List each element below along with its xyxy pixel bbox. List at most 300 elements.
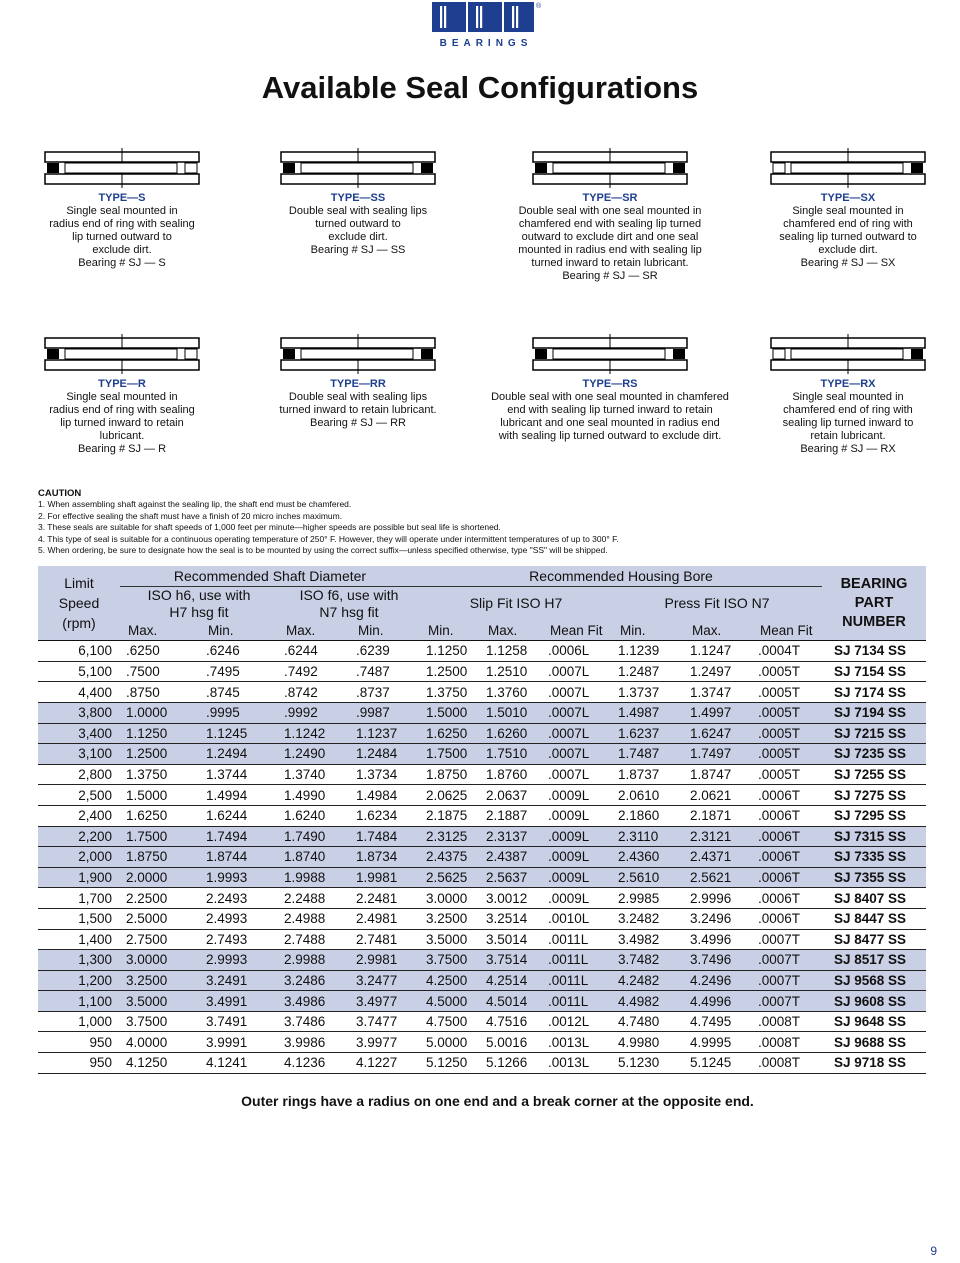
table-cell: .0005T [752,702,822,723]
logo-sub: BEARINGS [439,38,533,49]
seal-spec-table [38,566,926,1074]
table-cell: 1.1242 [278,723,350,744]
table-cell: 1.3734 [350,764,420,785]
table-row [38,702,926,723]
footnote: Outer rings have a radius on one end and a break corner at the opposite end. [241,1093,754,1109]
speed-cell: 1,900 [38,867,120,888]
part-number-cell: SJ 7235 SS [822,744,926,765]
part-number-cell: SJ 7255 SS [822,764,926,785]
table-cell: 2.0610 [612,785,684,806]
seal-diagram-icon [525,334,695,374]
table-row [38,785,926,806]
table-cell: 4.9995 [684,1032,752,1053]
seal-description: Single seal mounted in chamfered end of ring with sealing lip turned inward to retain lubricant. [782,391,914,442]
col-label: Max. [684,621,752,641]
table-cell: 2.5610 [612,867,684,888]
part-number-cell: SJ 9718 SS [822,1053,926,1074]
table-cell: .0007L [542,723,612,744]
table-cell: 3.9991 [200,1032,278,1053]
table-cell: 3.9986 [278,1032,350,1053]
table-cell: 4.2496 [684,970,752,991]
caution-notes [38,488,918,556]
table-cell: 5.1266 [480,1053,542,1074]
table-cell: 1.1250 [120,723,200,744]
table-cell: 1.6250 [120,805,200,826]
table-cell: 4.7516 [480,1011,542,1032]
table-cell: 4.2514 [480,970,542,991]
table-cell: 1.8747 [684,764,752,785]
table-cell: .0013L [542,1032,612,1053]
table-cell: .0006T [752,826,822,847]
limit-speed-header: Limit Speed (rpm) [38,566,120,641]
table-cell: 3.5000 [420,929,480,950]
seal-description: Single seal mounted in radius end of ring with sealing lip turned inward to retain lubricant. [49,391,195,442]
table-cell: .0008T [752,1053,822,1074]
table-cell: 1.6247 [684,723,752,744]
table-cell: 4.2482 [612,970,684,991]
table-cell: 2.5625 [420,867,480,888]
table-cell: 1.1239 [612,641,684,662]
seal-type-label: TYPE—SR [582,192,638,204]
table-cell: 1.6240 [278,805,350,826]
table-cell: 3.4996 [684,929,752,950]
table-cell: 3.2500 [120,970,200,991]
table-cell: .0009L [542,785,612,806]
seal-description: Double seal with sealing lips turned outward to exclude dirt. [288,205,428,243]
table-cell: 3.5000 [120,991,200,1012]
table-row [38,950,926,971]
table-cell: 1.8744 [200,847,278,868]
housing-bore-header: Recommended Housing Bore [420,566,822,586]
table-cell: 1.2484 [350,744,420,765]
table-cell: 1.4987 [612,702,684,723]
seal-description: Single seal mounted in radius end of ring with sealing lip turned outward to exclude dirt. [49,205,195,256]
seal-bearing-number: Bearing # SJ — S [78,257,166,269]
table-row [38,805,926,826]
table-row [38,929,926,950]
table-cell: .0009L [542,847,612,868]
seal-type-rr [268,334,448,430]
table-cell: 2.2493 [200,888,278,909]
table-cell: .8737 [350,682,420,703]
table-cell: 1.8740 [278,847,350,868]
table-cell: 1.8750 [420,764,480,785]
table-cell: .0005T [752,764,822,785]
bearing-part-header: BEARING PART NUMBER [822,566,926,641]
table-cell: .0009L [542,867,612,888]
table-cell: .0007T [752,991,822,1012]
table-cell: 1.2510 [480,661,542,682]
table-cell: 2.7481 [350,929,420,950]
table-cell: 5.0000 [420,1032,480,1053]
table-row [38,991,926,1012]
speed-cell: 950 [38,1053,120,1074]
table-cell: .0008T [752,1011,822,1032]
table-cell: .0011L [542,929,612,950]
rbc-bearings-logo [430,0,542,50]
table-cell: .0007L [542,682,612,703]
table-cell: 4.7500 [420,1011,480,1032]
table-cell: 2.9985 [612,888,684,909]
table-cell: 1.2487 [612,661,684,682]
table-cell: 1.2500 [120,744,200,765]
table-cell: 2.9981 [350,950,420,971]
table-cell: .8742 [278,682,350,703]
table-cell: 1.6237 [612,723,684,744]
table-cell: 1.7490 [278,826,350,847]
seal-bearing-number: Bearing # SJ — R [77,443,167,455]
seal-type-rs [480,334,740,443]
table-cell: 3.9977 [350,1032,420,1053]
seal-bearing-number: Bearing # SJ — SX [800,257,896,269]
table-cell: .6250 [120,641,200,662]
table-cell: 2.1875 [420,805,480,826]
table-cell: 1.4990 [278,785,350,806]
table-cell: .0006T [752,785,822,806]
table-cell: 3.7491 [200,1011,278,1032]
table-cell: 2.2500 [120,888,200,909]
table-cell: .0011L [542,950,612,971]
table-cell: 2.3125 [420,826,480,847]
iso-h6-header: ISO h6, use with H7 hsg fit [120,586,278,621]
seal-bearing-number: Bearing # SJ — SS [310,244,406,256]
table-cell: 1.2497 [684,661,752,682]
table-cell: 2.9993 [200,950,278,971]
seal-diagram-icon [525,148,695,188]
table-row [38,867,926,888]
table-cell: 1.4984 [350,785,420,806]
table-cell: 1.7500 [420,744,480,765]
part-number-cell: SJ 9568 SS [822,970,926,991]
seal-type-ss [268,148,448,257]
caution-item: 4. This type of seal is suitable for a continuous operating temperature of 250° F. However, they will operate under intermittent temperatures of up to 300° F. [38,533,619,544]
shaft-diameter-header: Recommended Shaft Diameter [120,566,420,586]
table-cell: 2.1887 [480,805,542,826]
table-cell: 2.9988 [278,950,350,971]
table-cell: 1.1250 [420,641,480,662]
table-cell: 1.7510 [480,744,542,765]
table-cell: .0006T [752,908,822,929]
table-cell: .0007T [752,970,822,991]
speed-cell: 3,100 [38,744,120,765]
seal-type-s [32,148,212,270]
seal-type-label: TYPE—SX [820,192,876,204]
table-cell: 1.5000 [420,702,480,723]
table-cell: 4.9980 [612,1032,684,1053]
table-row [38,1011,926,1032]
table-cell: .6239 [350,641,420,662]
part-number-cell: SJ 9608 SS [822,991,926,1012]
col-label: Mean Fit [542,621,612,641]
table-cell: .7487 [350,661,420,682]
table-cell: .9992 [278,702,350,723]
speed-cell: 1,000 [38,1011,120,1032]
table-cell: .8750 [120,682,200,703]
table-cell: 2.7493 [200,929,278,950]
table-cell: 1.2494 [200,744,278,765]
caution-item: 5. When ordering, be sure to designate how the seal is to be mounted by using the correct suffix—unless specified otherwise, type "SS" will be shipped. [38,545,608,556]
table-cell: 5.1245 [684,1053,752,1074]
part-number-cell: SJ 7194 SS [822,702,926,723]
speed-cell: 6,100 [38,641,120,662]
table-cell: 3.7486 [278,1011,350,1032]
table-cell: 1.7487 [612,744,684,765]
table-cell: .0007T [752,950,822,971]
table-cell: 1.8750 [120,847,200,868]
table-cell: 2.5637 [480,867,542,888]
part-number-cell: SJ 8517 SS [822,950,926,971]
table-cell: 1.0000 [120,702,200,723]
seal-type-label: TYPE—R [98,378,146,390]
speed-cell: 3,800 [38,702,120,723]
table-cell: 1.7484 [350,826,420,847]
table-cell: 4.5014 [480,991,542,1012]
table-cell: .0007L [542,744,612,765]
table-cell: 2.0625 [420,785,480,806]
table-cell: 2.1860 [612,805,684,826]
table-cell: 3.2514 [480,908,542,929]
table-row [38,847,926,868]
speed-cell: 3,400 [38,723,120,744]
table-cell: .7500 [120,661,200,682]
seal-diagram-icon [273,148,443,188]
table-cell: 5.1230 [612,1053,684,1074]
speed-cell: 2,800 [38,764,120,785]
col-label: Min. [420,621,480,641]
seal-type-label: TYPE—RS [582,378,638,390]
speed-cell: 1,200 [38,970,120,991]
seal-type-r [32,334,212,456]
table-cell: .9987 [350,702,420,723]
part-number-cell: SJ 7174 SS [822,682,926,703]
col-label: Max. [278,621,350,641]
table-cell: 3.0012 [480,888,542,909]
table-cell: 2.0637 [480,785,542,806]
seal-description: Single seal mounted in chamfered end of ring with sealing lip turned outward to exclude dirt. [779,205,917,256]
seal-diagram-icon [763,148,933,188]
seal-bearing-number: Bearing # SJ — RR [310,417,406,429]
table-cell: 4.7495 [684,1011,752,1032]
table-cell: .7495 [200,661,278,682]
part-number-cell: SJ 7154 SS [822,661,926,682]
speed-cell: 1,700 [38,888,120,909]
table-cell: 1.3760 [480,682,542,703]
table-cell: .7492 [278,661,350,682]
table-cell: 1.8760 [480,764,542,785]
table-cell: 2.9996 [684,888,752,909]
table-cell: 1.2490 [278,744,350,765]
speed-cell: 1,500 [38,908,120,929]
table-cell: 1.5010 [480,702,542,723]
col-label: Min. [612,621,684,641]
speed-cell: 2,400 [38,805,120,826]
table-cell: 3.2496 [684,908,752,929]
table-cell: .0007T [752,929,822,950]
seal-description: Double seal with one seal mounted in chamfered end with sealing lip turned outward to exclude dirt and one seal mounted in radius end with sealing lip turned inward to retain lubricant. [518,205,702,269]
table-row [38,641,926,662]
seal-type-label: TYPE—SS [330,192,386,204]
table-cell: 3.0000 [120,950,200,971]
table-cell: 3.4977 [350,991,420,1012]
seal-type-rx [753,334,943,456]
seal-type-label: TYPE—RR [330,378,386,390]
speed-cell: 1,100 [38,991,120,1012]
table-cell: .9995 [200,702,278,723]
table-cell: 3.2477 [350,970,420,991]
table-cell: 4.1227 [350,1053,420,1074]
table-cell: .0006T [752,847,822,868]
part-number-cell: SJ 9648 SS [822,1011,926,1032]
table-row [38,723,926,744]
table-cell: 4.1236 [278,1053,350,1074]
table-cell: .6246 [200,641,278,662]
table-cell: 1.9981 [350,867,420,888]
table-cell: 2.3110 [612,826,684,847]
table-cell: 2.4981 [350,908,420,929]
page-number: 9 [930,1244,937,1258]
speed-cell: 1,400 [38,929,120,950]
table-row [38,1053,926,1074]
speed-cell: 2,200 [38,826,120,847]
table-cell: 3.5014 [480,929,542,950]
table-cell: 1.1245 [200,723,278,744]
table-cell: 3.4982 [612,929,684,950]
table-cell: 4.1250 [120,1053,200,1074]
part-number-cell: SJ 7335 SS [822,847,926,868]
part-number-cell: SJ 7134 SS [822,641,926,662]
seal-diagram-icon [37,148,207,188]
table-cell: 1.9993 [200,867,278,888]
table-cell: 3.2482 [612,908,684,929]
table-row [38,682,926,703]
page-title: Available Seal Configurations [261,70,699,105]
seal-spec-table-body [38,641,926,1073]
table-cell: 1.7497 [684,744,752,765]
speed-cell: 950 [38,1032,120,1053]
table-cell: 2.1871 [684,805,752,826]
table-cell: 2.4360 [612,847,684,868]
press-fit-header: Press Fit ISO N7 [612,586,822,621]
table-row [38,744,926,765]
table-cell: 4.2500 [420,970,480,991]
table-cell: 2.4387 [480,847,542,868]
table-cell: 3.0000 [420,888,480,909]
table-cell: 2.7488 [278,929,350,950]
table-cell: .0005T [752,661,822,682]
speed-cell: 1,300 [38,950,120,971]
table-cell: 2.4371 [684,847,752,868]
col-label: Max. [120,621,200,641]
table-cell: 1.1237 [350,723,420,744]
table-cell: 1.6250 [420,723,480,744]
col-label: Mean Fit [752,621,822,641]
table-cell: 1.5000 [120,785,200,806]
table-cell: 1.6244 [200,805,278,826]
table-cell: 1.2500 [420,661,480,682]
part-number-cell: SJ 7215 SS [822,723,926,744]
table-cell: 1.3737 [612,682,684,703]
table-cell: 3.2486 [278,970,350,991]
table-row [38,764,926,785]
speed-cell: 5,100 [38,661,120,682]
seal-description: Double seal with sealing lips turned inward to retain lubricant. [279,391,437,416]
table-row [38,908,926,929]
col-label: Max. [480,621,542,641]
caution-item: 2. For effective sealing the shaft must have a finish of 20 micro inches maximum. [38,510,343,521]
col-label: Min. [200,621,278,641]
table-cell: .6244 [278,641,350,662]
table-cell: .0006T [752,867,822,888]
table-cell: 1.7494 [200,826,278,847]
table-row [38,661,926,682]
table-cell: 1.7500 [120,826,200,847]
logo-registered-mark: ® [536,3,542,10]
part-number-cell: SJ 7295 SS [822,805,926,826]
table-cell: 3.4991 [200,991,278,1012]
seal-type-label: TYPE—RX [820,378,876,390]
table-cell: .0009L [542,805,612,826]
table-cell: .0011L [542,970,612,991]
table-cell: .0009L [542,888,612,909]
table-cell: 2.2481 [350,888,420,909]
table-cell: .0007L [542,661,612,682]
table-cell: 4.4996 [684,991,752,1012]
seal-diagram-icon [763,334,933,374]
table-cell: 1.8734 [350,847,420,868]
table-cell: 4.1241 [200,1053,278,1074]
table-cell: .0005T [752,744,822,765]
table-cell: 2.4993 [200,908,278,929]
table-cell: 3.4986 [278,991,350,1012]
part-number-cell: SJ 7315 SS [822,826,926,847]
table-cell: 4.7480 [612,1011,684,1032]
table-cell: 2.2488 [278,888,350,909]
col-label: Min. [350,621,420,641]
seal-type-sr [495,148,725,283]
seal-diagram-icon [37,334,207,374]
table-cell: 1.8737 [612,764,684,785]
seal-diagram-icon [273,334,443,374]
table-cell: .0006T [752,805,822,826]
table-cell: 3.2500 [420,908,480,929]
part-number-cell: SJ 8477 SS [822,929,926,950]
table-cell: .0007L [542,702,612,723]
table-cell: .0009L [542,826,612,847]
speed-cell: 2,000 [38,847,120,868]
table-cell: 2.4375 [420,847,480,868]
table-cell: 3.2491 [200,970,278,991]
table-cell: 1.4997 [684,702,752,723]
table-cell: 2.5621 [684,867,752,888]
table-cell: .0013L [542,1053,612,1074]
seal-description: Double seal with one seal mounted in chamfered end with sealing lip turned inward to retain lubricant and one seal mounted in radius end with sealing lip turned outward to exclude dirt. [491,391,729,442]
table-cell: .0005T [752,682,822,703]
table-cell: 1.3747 [684,682,752,703]
table-cell: .0005T [752,723,822,744]
slip-fit-header: Slip Fit ISO H7 [420,586,612,621]
table-cell: 1.4994 [200,785,278,806]
part-number-cell: SJ 8447 SS [822,908,926,929]
table-cell: .0006T [752,888,822,909]
table-cell: 1.3740 [278,764,350,785]
caution-item: 3. These seals are suitable for shaft speeds of 1,000 feet per minute—higher speeds are possible but seal life is shortened. [38,522,501,533]
table-row [38,1032,926,1053]
part-number-cell: SJ 7355 SS [822,867,926,888]
table-cell: 5.0016 [480,1032,542,1053]
table-cell: .0011L [542,991,612,1012]
seal-bearing-number: Bearing # SJ — RX [800,443,896,455]
table-cell: .8745 [200,682,278,703]
